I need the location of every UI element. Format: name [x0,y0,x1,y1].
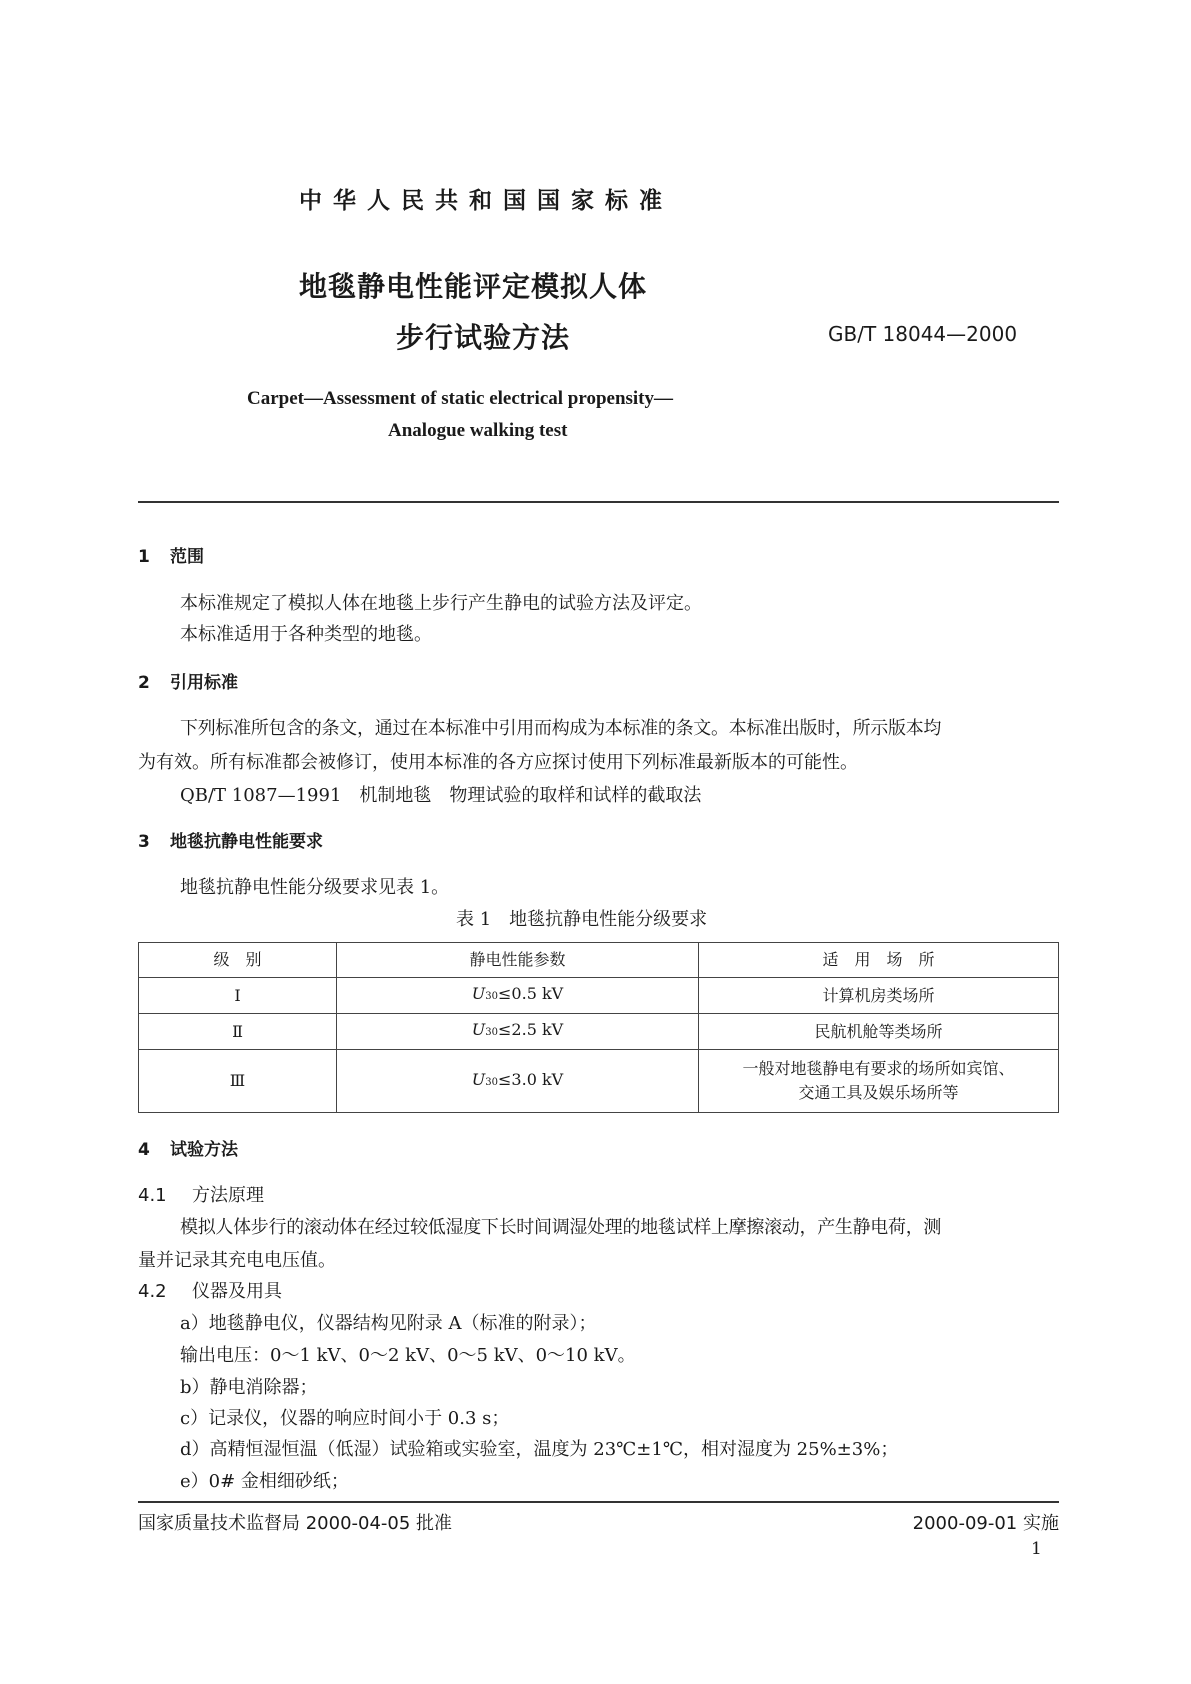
table-header-row [139,943,1059,978]
list-item: d）高精恒湿恒温（低湿）试验箱或实验室，温度为 23℃±1℃，相对湿度为 25%±3%； [180,1439,899,1460]
param-value: ≤2.5 kV [498,1020,564,1039]
section-4-2-title: 仪器及用具 [192,1281,282,1302]
paragraph: 下列标准所包含的条文，通过在本标准中引用而构成为本标准的条文。本标准出版时，所示版本均 [180,718,942,739]
level-cell: Ⅱ [139,1014,337,1050]
table-row [139,1014,1059,1050]
use-cell [699,1050,1059,1113]
level-cell: Ⅰ [139,978,337,1014]
param-cell [337,1014,699,1050]
section-2-title: 引用标准 [170,673,238,693]
paragraph: 本标准适用于各种类型的地毯。 [180,624,432,645]
use-cell: 计算机房类场所 [699,978,1059,1014]
grading-table [138,942,1059,1113]
use-cell: 民航机舱等类场所 [699,1014,1059,1050]
section-4-title: 试验方法 [170,1140,238,1160]
param-symbol: U [471,1069,486,1089]
table-row [139,978,1059,1014]
level-cell: Ⅲ [139,1050,337,1113]
column-header: 适 用 场 所 [699,943,1059,978]
header-rule [138,501,1059,503]
section-1-number: 1 [138,547,150,567]
list-item: e）0# 金相细砂纸； [180,1471,349,1492]
table-row [139,1050,1059,1113]
column-header: 静电性能参数 [337,943,699,978]
section-4-number: 4 [138,1140,150,1160]
table-caption: 表 1 地毯抗静电性能分级要求 [456,909,708,930]
paragraph: 为有效。所有标准都会被修订，使用本标准的各方应探讨使用下列标准最新版本的可能性。 [138,752,858,773]
param-value: ≤0.5 kV [498,984,564,1003]
paragraph: 模拟人体步行的滚动体在经过较低湿度下长时间调湿处理的地毯试样上摩擦滚动，产生静电荷，测 [180,1217,942,1238]
paragraph: 本标准规定了模拟人体在地毯上步行产生静电的试验方法及评定。 [180,593,702,614]
param-subscript: 30 [485,1027,499,1038]
section-4-1-title: 方法原理 [192,1185,264,1206]
use-line: 一般对地毯静电有要求的场所如宾馆、 [742,1059,1015,1078]
implementation-date: 2000-09-01 实施 [912,1513,1059,1534]
approval-date: 国家质量技术监督局 2000-04-05 批准 [138,1513,453,1534]
page-number: 1 [1031,1539,1042,1559]
param-symbol: U [471,984,486,1003]
column-header: 级 别 [139,943,337,978]
title-line1: 地毯静电性能评定模拟人体 [299,270,648,303]
footer-rule [138,1501,1059,1503]
paragraph: 量并记录其充电电压值。 [138,1250,336,1271]
param-value: ≤3.0 kV [498,1069,564,1089]
section-4-2-number: 4.2 [138,1281,167,1302]
section-3-number: 3 [138,832,150,852]
title-line2: 步行试验方法 [396,321,571,354]
section-4-1-number: 4.1 [138,1185,167,1206]
use-line: 交通工具及娱乐场所等 [798,1083,959,1102]
list-item: c）记录仪，仪器的响应时间小于 0.3 s； [180,1408,510,1429]
section-3-title: 地毯抗静电性能要求 [170,832,323,852]
list-item: a）地毯静电仪，仪器结构见附录 A（标准的附录）； [180,1313,597,1334]
standard-code: GB/T 18044—2000 [828,322,1018,346]
national-standard-label: 中华人民共和国国家标准 [299,188,673,214]
section-2-number: 2 [138,673,150,693]
param-subscript: 30 [485,1076,499,1088]
reference-standard: QB/T 1087—1991 机制地毯 物理试验的取样和试样的截取法 [180,785,702,806]
list-item: 输出电压：0～1 kV、0～2 kV、0～5 kV、0～10 kV。 [180,1345,636,1366]
list-item: b）静电消除器； [180,1377,318,1398]
english-title-line2: Analogue walking test [388,420,568,441]
param-symbol: U [471,1020,486,1039]
section-1-title: 范围 [170,547,204,567]
paragraph: 地毯抗静电性能分级要求见表 1。 [180,877,450,898]
english-title-line1: Carpet—Assessment of static electrical propensity— [247,388,674,409]
param-cell [337,1050,699,1113]
param-cell [337,978,699,1014]
param-subscript: 30 [485,991,499,1002]
